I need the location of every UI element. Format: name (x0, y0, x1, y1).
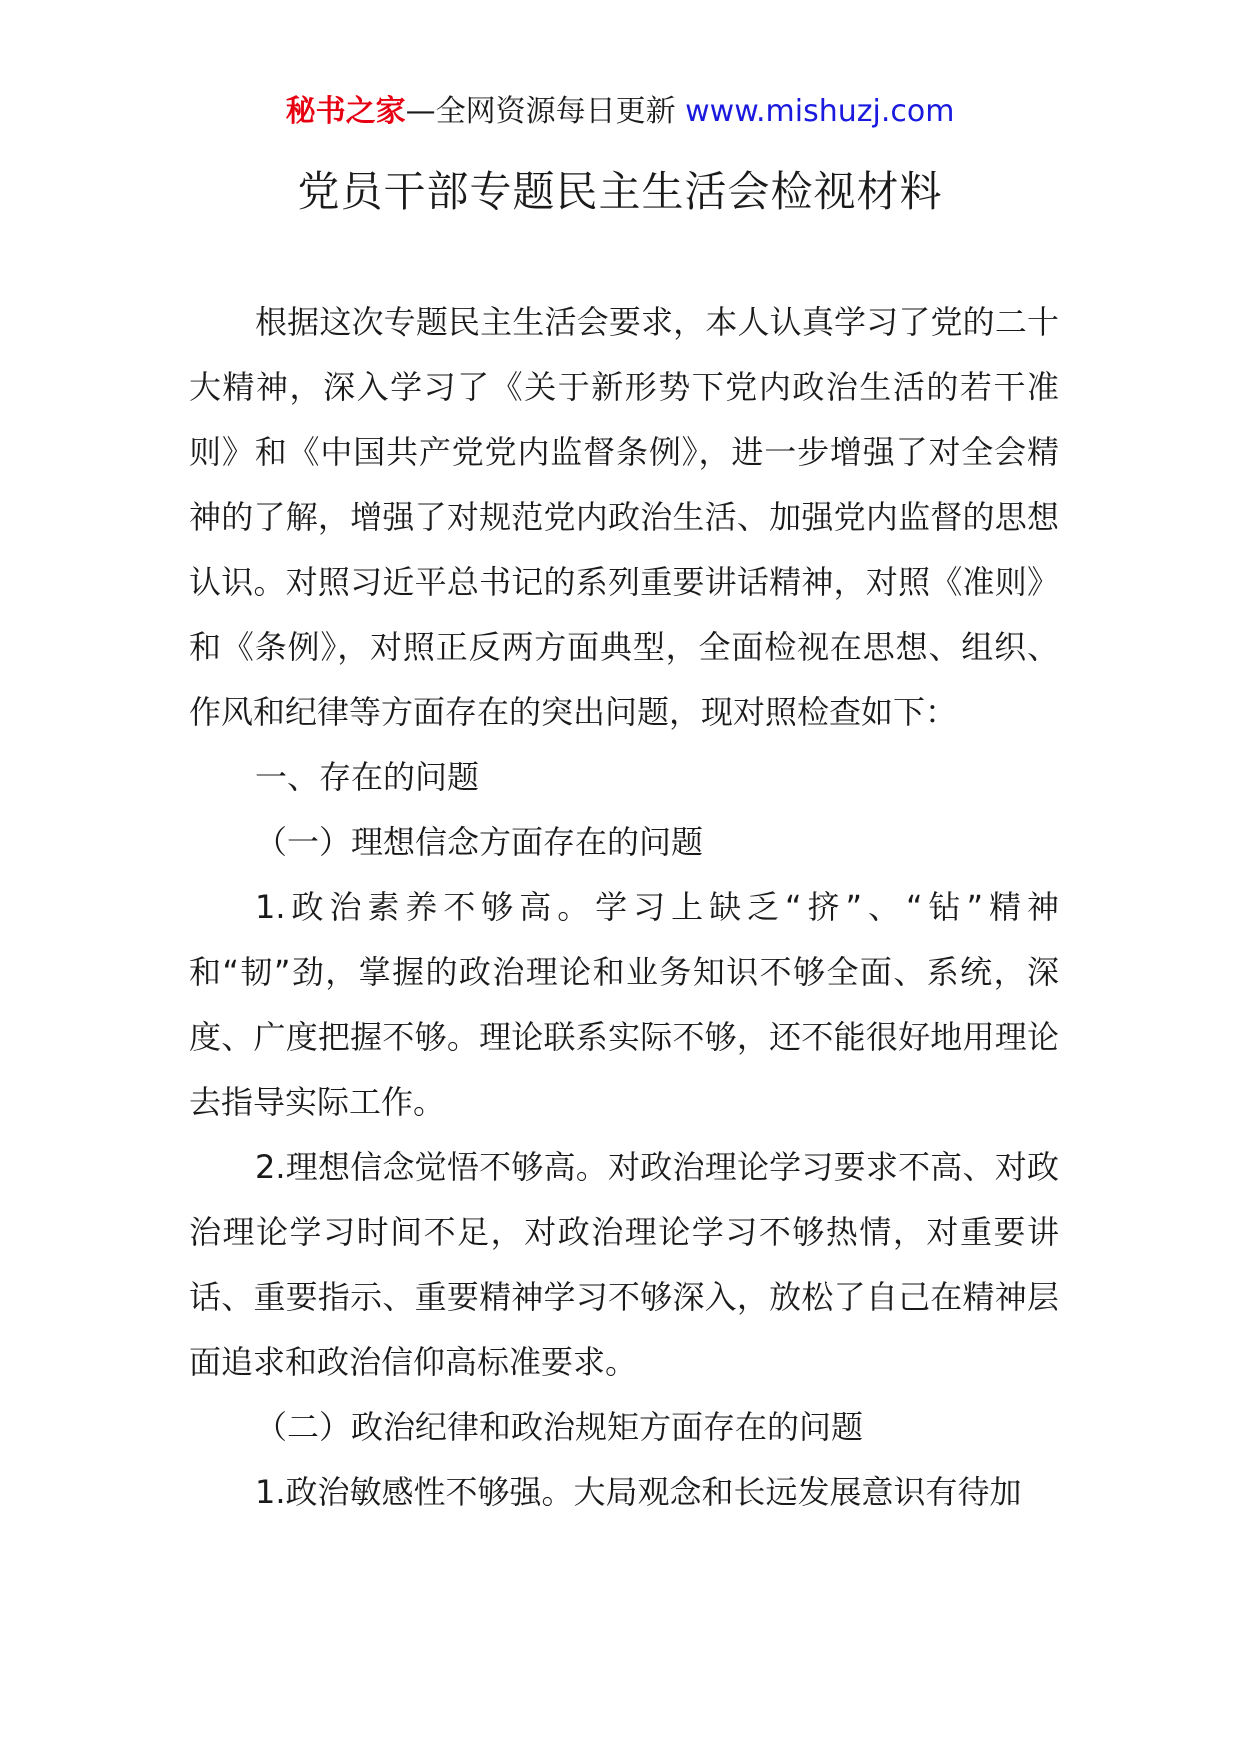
body-paragraph: 1.政治敏感性不够强。大局观念和长远发展意识有待加 (255, 1473, 1022, 1511)
subsection-heading: （二）政治纪律和政治规矩方面存在的问题 (255, 1408, 864, 1446)
body-paragraph: 1.政治素养不够高。学习上缺乏“挤”、“钻”精神和“韧”劲，掌握的政治理论和业务知识不够全面、系统，深度、广度把握不够。理论联系实际不够，还不能很好地用理论去指导实际工作。 (189, 888, 1059, 1121)
site-header (0, 92, 1240, 132)
section-heading: 一、存在的问题 (255, 758, 480, 796)
site-url-link[interactable]: www.mishuzj.com (685, 94, 955, 129)
header-tagline: —全网资源每日更新 (405, 94, 686, 129)
subsection-heading: （一）理想信念方面存在的问题 (255, 823, 704, 861)
intro-paragraph: 根据这次专题民主生活会要求，本人认真学习了党的二十大精神，深入学习了《关于新形势下党内政治生活的若干准则》和《中国共产党党内监督条例》，进一步增强了对全会精神的了解，增强了对规范党内政治生活、加强党内监督的思想认识。对照习近平总书记的系列重要讲话精神，对照《准则》和《条例》，对照正反两方面典型，全面检视在思想、组织、作风和纪律等方面存在的突出问题，现对照检查如下： (189, 303, 1059, 731)
body-paragraph: 2.理想信念觉悟不够高。对政治理论学习要求不高、对政治理论学习时间不足，对政治理论学习不够热情，对重要讲话、重要指示、重要精神学习不够深入，放松了自己在精神层面追求和政治信仰高标准要求。 (189, 1148, 1059, 1381)
document-body (189, 290, 1059, 1525)
document-title: 党员干部专题民主生活会检视材料 (297, 167, 943, 216)
brand-name: 秘书之家 (285, 94, 406, 129)
